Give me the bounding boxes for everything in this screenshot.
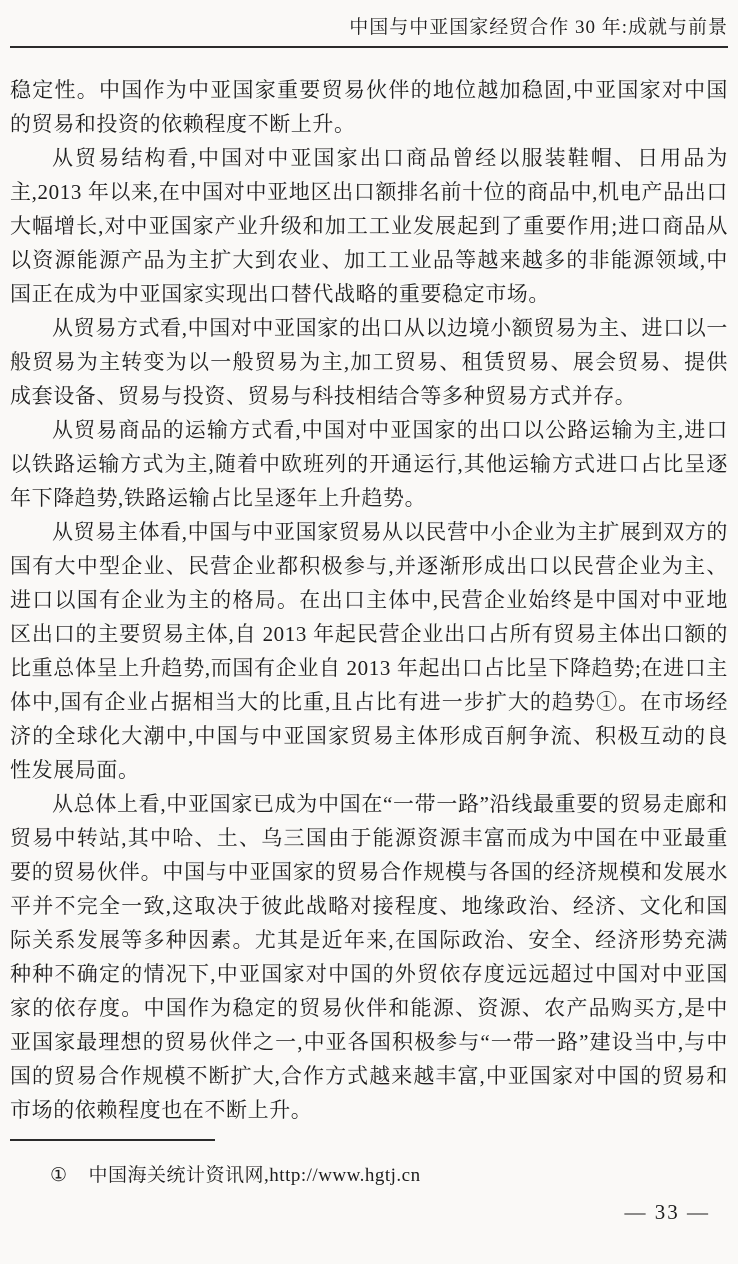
footnote-text: 中国海关统计资讯网,http://www.hgtj.cn <box>88 1165 421 1186</box>
paragraph: 从贸易方式看,中国对中亚国家的出口从以边境小额贸易为主、进口以一般贸易为主转变为以一般贸易为主,加工贸易、租赁贸易、展会贸易、提供成套设备、贸易与投资、贸易与科技相结合等多种贸易方式并存。 <box>10 316 728 408</box>
footnote-marker: ① <box>50 1165 68 1186</box>
page-number: — 33 — <box>624 1200 710 1224</box>
paragraph: 从贸易主体看,中国与中亚国家贸易从以民营中小企业为主扩展到双方的国有大中型企业、民营企业都积极参与,并逐渐形成出口以民营企业为主、进口以国有企业为主的格局。在出口主体中,民营企业始终是中国对中亚地区出口的主要贸易主体,自 2013 年起民营企业出口占所有贸易主体出口额的比重总体呈上升趋势,而国有企业自 2013 年起出口占比呈下降趋势;在进口主体中,国有企业占据相当大的比重,且占比有进一步扩大的趋势①。在市场经济的全球化大潮中,中国与中亚国家贸易主体形成百舸争流、积极互动的良性发展局面。 <box>10 520 728 782</box>
body-text <box>10 73 728 1127</box>
footnote <box>10 1163 728 1189</box>
footnote-separator-rule <box>10 1139 215 1141</box>
running-head-title: 中国与中亚国家经贸合作 30 年:成就与前景 <box>10 0 728 48</box>
paragraph: 从贸易结构看,中国对中亚国家出口商品曾经以服装鞋帽、日用品为主,2013 年以来,在中国对中亚地区出口额排名前十位的商品中,机电产品出口大幅增长,对中亚国家产业升级和加工工业发展起到了重要作用;进口商品从以资源能源产品为主扩大到农业、加工工业品等越来越多的非能源领域,中国正在成为中亚国家实现出口替代战略的重要稳定市场。 <box>10 146 728 306</box>
paragraph: 从总体上看,中亚国家已成为中国在“一带一路”沿线最重要的贸易走廊和贸易中转站,其中哈、土、乌三国由于能源资源丰富而成为中国在中亚最重要的贸易伙伴。中国与中亚国家的贸易合作规模与各国的经济规模和发展水平并不完全一致,这取决于彼此战略对接程度、地缘政治、经济、文化和国际关系发展等多种因素。尤其是近年来,在国际政治、安全、经济形势充满种种不确定的情况下,中亚国家对中国的外贸依存度远远超过中国对中亚国家的依存度。中国作为稳定的贸易伙伴和能源、资源、农产品购买方,是中亚国家最理想的贸易伙伴之一,中亚各国积极参与“一带一路”建设当中,与中国的贸易合作规模不断扩大,合作方式越来越丰富,中亚国家对中国的贸易和市场的依赖程度也在不断上升。 <box>10 792 728 1122</box>
footnote-block <box>10 1139 728 1189</box>
paragraph: 稳定性。中国作为中亚国家重要贸易伙伴的地位越加稳固,中亚国家对中国的贸易和投资的依赖程度不断上升。 <box>10 78 728 136</box>
paragraph: 从贸易商品的运输方式看,中国对中亚国家的出口以公路运输为主,进口以铁路运输方式为主,随着中欧班列的开通运行,其他运输方式进口占比呈逐年下降趋势,铁路运输占比呈逐年上升趋势。 <box>10 418 728 510</box>
